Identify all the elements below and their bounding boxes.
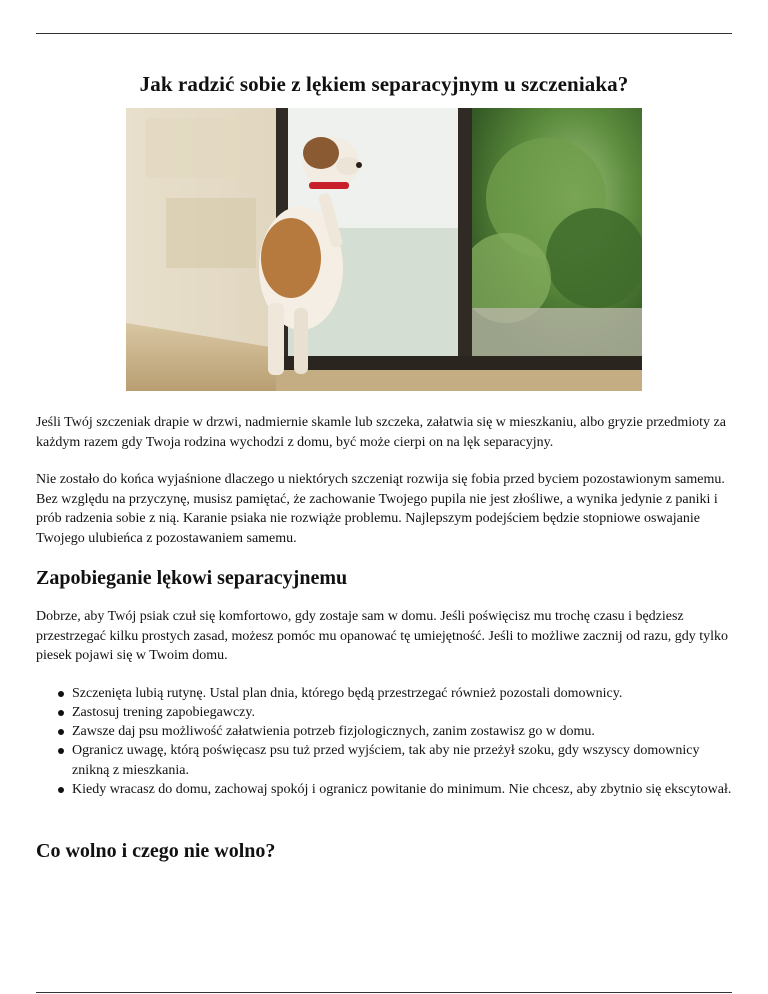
top-rule [36,33,732,34]
list-item-text: Zastosuj trening zapobiegawczy. [72,704,255,720]
prevention-paragraph: Dobrze, aby Twój psiak czuł się komfortowo, gdy zostaje sam w domu. Jeśli poświęcisz mu trochę czasu i będziesz przestrzegać kilku prostych zasad, możesz pomóc mu opanować tę umiejętność. Jeśli to możliwe zacznij od razu, gdy tylko piesek pojawi się w Twoim domu. [36,609,728,663]
puppy-photo [126,108,642,391]
intro-paragraph-2: Nie zostało do końca wyjaśnione dlaczego u niektórych szczeniąt rozwija się fobia przed byciem pozostawionym samemu. Bez względu na przyczynę, musisz pamiętać, że zachowanie Twojego pupila nie jest złośliwe, a wynika jedynie z paniki i prób radzenia sobie z nią. Karanie psiaka nie rozwiąże problemu. Najlepszym podejściem będzie stopniowe oswajanie Twojego ulubieńca z pozostawaniem samemu. [36,472,725,546]
prevention-list [36,684,732,800]
puppy-at-window-illustration [126,108,642,391]
bullet-icon [58,691,64,697]
bottom-rule [36,992,732,993]
list-item [72,722,732,741]
list-item-text: Ogranicz uwagę, którą poświęcasz psu tuż przed wyjściem, tak aby nie przeżył szoku, gdy wszyscy domownicy znikną z mieszkania. [72,743,700,778]
list-item [72,703,732,722]
section-heading-prevention: Zapobieganie lękowi separacyjnemu [36,567,348,589]
list-item-text: Kiedy wracasz do domu, zachowaj spokój i ogranicz powitanie do minimum. Nie chcesz, aby zbytnio się ekscytował. [72,781,732,797]
list-item-text: Szczenięta lubią rutynę. Ustal plan dnia, którego będą przestrzegać również pozostali domownicy. [72,685,623,701]
list-item-text: Zawsze daj psu możliwość załatwienia potrzeb fizjologicznych, zanim zostawisz go w domu. [72,724,595,740]
page-title: Jak radzić sobie z lękiem separacyjnym u szczeniaka? [139,72,629,96]
intro-paragraph-1: Jeśli Twój szczeniak drapie w drzwi, nadmiernie skamle lub szczeka, załatwia się w mieszkaniu, albo gryzie przedmioty za każdym razem gdy Twoja rodzina wychodzi z domu, być może cierpi on na lęk separacyjny. [36,415,726,450]
bullet-icon [58,710,64,716]
bullet-icon [58,748,64,754]
list-item [72,741,732,780]
bullet-icon [58,787,64,793]
bullet-icon [58,729,64,735]
document-page [36,50,732,799]
section-heading-dos-and-donts: Co wolno i czego nie wolno? [36,840,276,862]
list-item [72,684,732,703]
list-item [72,780,732,799]
